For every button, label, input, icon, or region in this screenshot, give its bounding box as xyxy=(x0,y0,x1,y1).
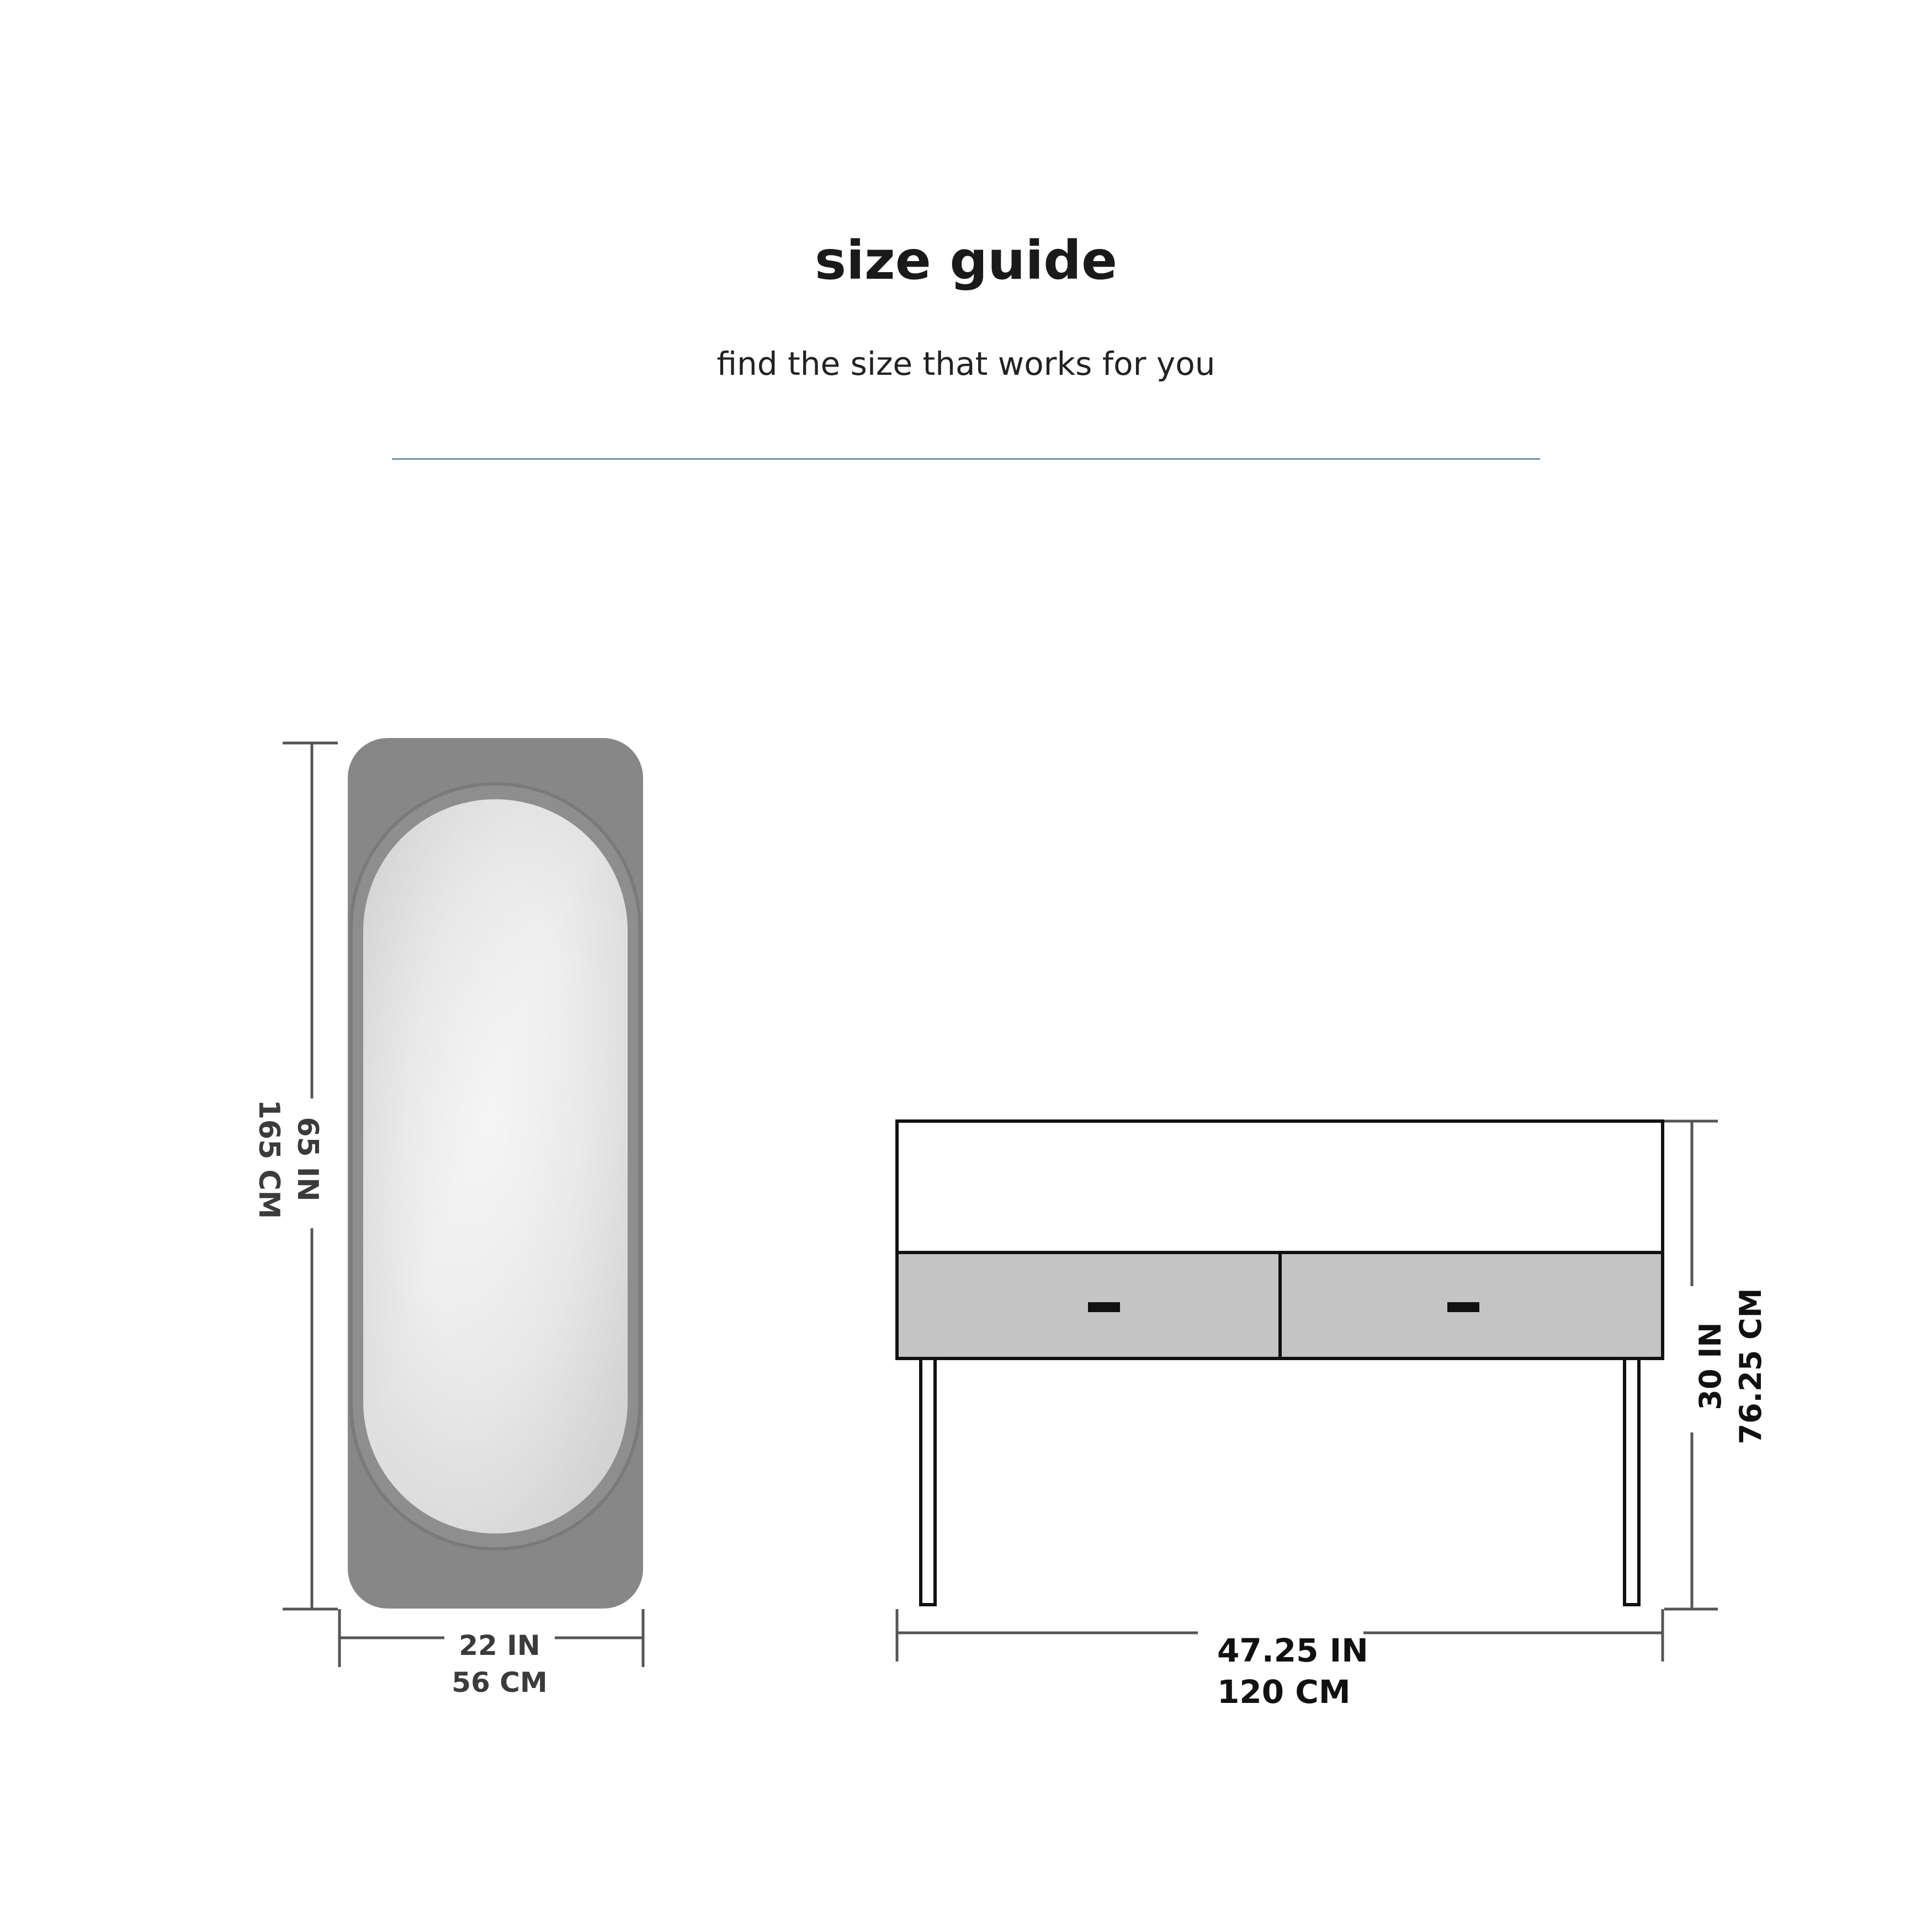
mirror-height-cm-label: 165 CM xyxy=(252,1099,285,1219)
console-height-cm-label: 76.25 CM xyxy=(1733,1288,1768,1445)
page-title: size guide xyxy=(814,230,1118,291)
console-leg-left xyxy=(921,1358,935,1605)
console-width-in-label: 47.25 IN xyxy=(1217,1632,1368,1669)
console-illustration xyxy=(897,1121,1663,1605)
mirror-height-in-label: 65 IN xyxy=(291,1117,324,1202)
mirror-width-in-label: 22 IN xyxy=(459,1630,540,1662)
console-width-cm-label: 120 CM xyxy=(1217,1673,1351,1711)
mirror-illustration xyxy=(348,738,643,1609)
mirror-glass-highlight xyxy=(363,799,628,1533)
drawer-handle-right xyxy=(1447,1302,1479,1312)
page-subtitle: find the size that works for you xyxy=(716,345,1216,383)
drawer-handle-left xyxy=(1088,1302,1120,1312)
mirror-width-cm-label: 56 CM xyxy=(452,1666,548,1699)
console-top-shelf xyxy=(897,1121,1663,1252)
console-leg-right xyxy=(1625,1358,1639,1605)
console-height-in-label: 30 IN xyxy=(1693,1322,1728,1410)
